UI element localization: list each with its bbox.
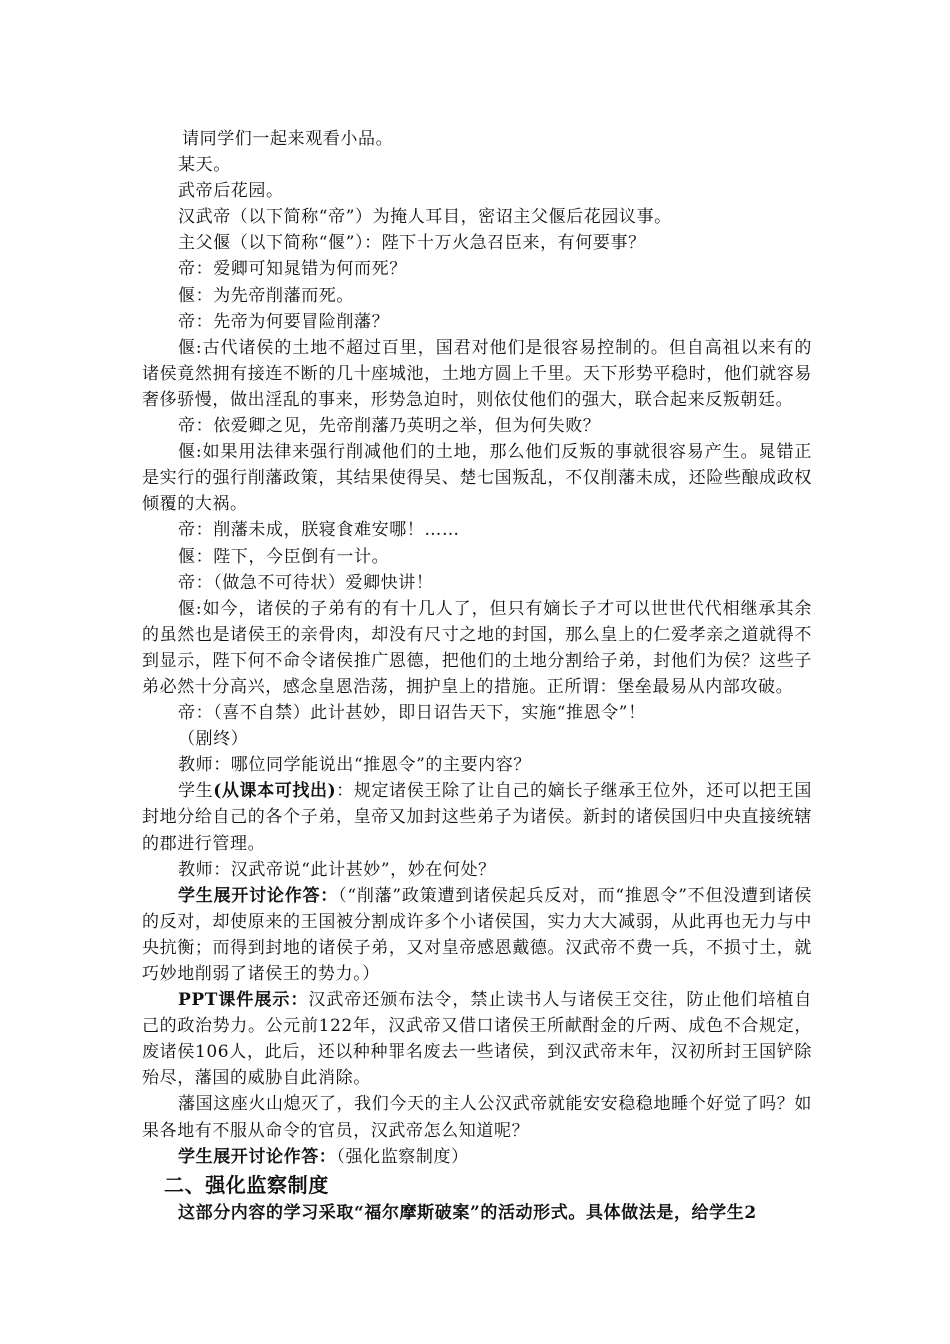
dialogue-line: 偃：陛下，今臣倒有一计。: [178, 546, 390, 567]
activity-paragraph: 这部分内容的学习采取“福尔摩斯破案”的活动形式。具体做法是，给学生2: [178, 1202, 757, 1223]
discussion-text: （强化监察制度）: [336, 1146, 469, 1167]
dialogue-line: 偃:如今，诸侯的子弟有的有十几人了，但只有嫡长子才可以世世代代相继承其余的虽然也是诸侯王的亲骨肉，却没有尺寸之地的封国，那么皇上的仁爱孝亲之道就得不到显示，陛下何不命令诸侯推广恩德，把他们的土地分割给子弟，封他们为侯？这些子弟必然十分高兴，感念皇恩浩荡，拥护皇上的措施。正所谓：堡垒最易从内部攻破。: [142, 598, 812, 697]
play-end: （剧终）: [178, 729, 249, 750]
paragraph-day: 某天。: [178, 155, 231, 176]
paragraph-intro: 请同学们一起来观看小品。: [182, 129, 394, 149]
student-label: 学生: [178, 781, 214, 802]
dialogue-line: 帝：削藩未成，朕寝食难安哪！……: [178, 520, 460, 541]
teacher-question: 教师：汉武帝说“此计甚妙”，妙在何处？: [178, 859, 496, 880]
dialogue-line: 偃:古代诸侯的土地不超过百里，国君对他们是很容易控制的。但自高祖以来有的诸侯竟然拥有接连不断的几十座城池，土地方圆上千里。天下形势平稳时，他们就容易奢侈骄慢，做出淫乱的事来，形势急迫时，则依仗他们的强大，联合起来反叛朝廷。: [142, 337, 812, 410]
transition-paragraph: 藩国这座火山熄灭了，我们今天的主人公汉武帝就能安安稳稳地睡个好觉了吗？如果各地有不服从命令的官员，汉武帝怎么知道呢？: [142, 1094, 812, 1141]
source-note: (从课本可找出): [213, 781, 337, 802]
teacher-question: 教师：哪位同学能说出“推恩令”的主要内容？: [178, 755, 531, 776]
dialogue-line: 偃：为先帝削藩而死。: [178, 285, 354, 306]
discussion-label: 学生展开讨论作答：: [178, 885, 339, 906]
ppt-text: 汉武帝还颁布法令，禁止读书人与诸侯王交往，防止他们培植自己的政治势力。公元前122年，汉武帝又借口诸侯王所献酎金的斤两、成色不合规定，废诸侯106人，此后，还以种种罪名废去一些诸侯，到汉武帝末年，汉初所封王国铲除殆尽，藩国的威胁自此消除。: [142, 990, 812, 1089]
document-body: [142, 126, 812, 1226]
discussion-answer: [142, 1144, 812, 1170]
section-heading: 二、强化监察制度: [164, 1172, 329, 1197]
dialogue-line: 帝：爱卿可知晁错为何而死？: [178, 259, 407, 280]
ppt-display: [142, 987, 812, 1091]
discussion-label: 学生展开讨论作答：: [178, 1146, 337, 1167]
discussion-answer: [142, 883, 812, 987]
dialogue-line: 帝：先帝为何要冒险削藩？: [178, 311, 390, 332]
paragraph-scene: 武帝后花园。: [178, 181, 284, 202]
dialogue-line: 帝：（做急不可待状）爱卿快讲！: [178, 572, 434, 593]
paragraph-yan-intro: 主父偃（以下简称“偃”）：陛下十万火急召臣来，有何要事？: [178, 233, 646, 254]
paragraph-emperor-intro: 汉武帝（以下简称“帝”）为掩人耳目，密诏主父偃后花园议事。: [178, 207, 672, 228]
dialogue-line: 帝：依爱卿之见，先帝削藩乃英明之举，但为何失败？: [178, 416, 601, 437]
answer-text: ：规定诸侯王除了让自己的嫡长子继承王位外，还可以把王国封地分给自己的各个子弟，皇帝又加封这些弟子为诸侯。新封的诸侯国归中央直接统辖的郡进行管理。: [142, 781, 813, 854]
dialogue-line: 帝：（喜不自禁）此计甚妙，即日诏告天下，实施“推恩令”！: [178, 703, 646, 724]
dialogue-line: 偃:如果用法律来强行削减他们的土地，那么他们反叛的事就很容易产生。晁错正是实行的强行削藩政策，其结果使得吴、楚七国叛乱，不仅削藩未成，还险些酿成政权倾覆的大祸。: [142, 442, 812, 515]
ppt-label: PPT课件展示：: [178, 990, 309, 1011]
discussion-text: （“削藩”政策遭到诸侯起兵反对，而“推恩令”不但没遭到诸侯的反对，却使原来的王国被分割成许多个小诸侯国，实力大大减弱，从此再也无力与中央抗衡；而得到封地的诸侯子弟，又对皇帝感恩戴德。汉武帝不费一兵，不损寸土，就巧妙地削弱了诸侯王的势力。）: [142, 885, 812, 984]
student-answer: [142, 778, 812, 856]
